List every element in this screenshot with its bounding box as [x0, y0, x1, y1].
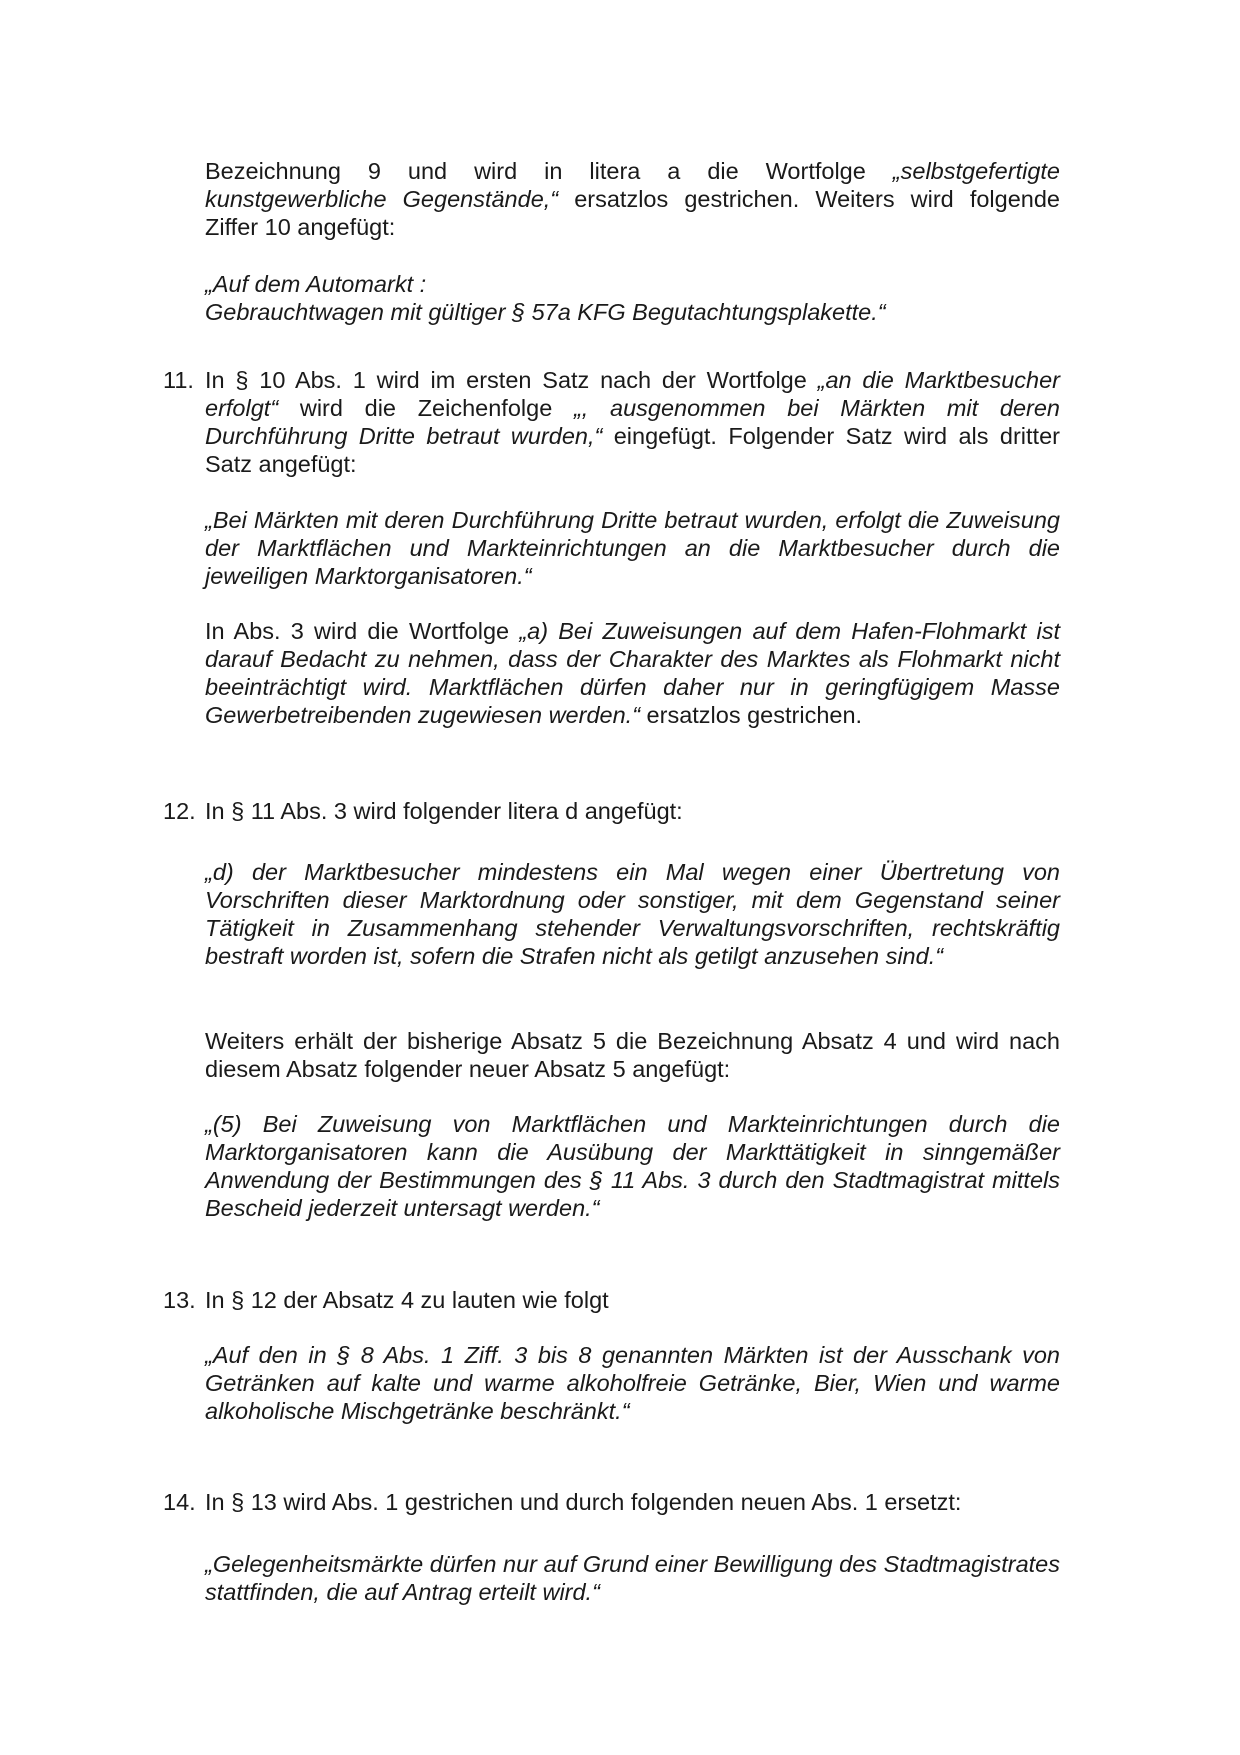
item-number-14: 14.	[163, 1489, 196, 1515]
item-number-13: 13.	[163, 1287, 196, 1313]
item-12-quote: „d) der Marktbesucher mindestens ein Mal wegen einer Übertretung von Vorschriften dieser Marktordnung oder sonstiger, mit dem Gegenstand seiner Tätigkeit in Zusammenhang stehender Verwaltungsvorschriften, rechtskräftig bestraft worden ist, sofern die Strafen nicht als getilgt anzusehen sind.“	[205, 859, 1060, 969]
item-13-quote: „Auf den in § 8 Abs. 1 Ziff. 3 bis 8 genannten Märkten ist der Ausschank von Getränken auf kalte und warme alkoholfreie Getränke, Bier, Wien und warme alkoholische Mischgetränke beschränkt.“	[205, 1342, 1060, 1424]
item-11-lead-quoted-1: „an die Marktbesucher erfolgt“	[205, 367, 1060, 421]
intro-text-end: ersatzlos gestrichen. Weiters wird folgende Ziffer 10 angefügt:	[205, 186, 1060, 240]
item-number-11: 11.	[163, 367, 194, 393]
item-11-lead-quoted-2: „, ausgenommen bei Märkten mit deren Durchführung Dritte betraut wurden,“	[205, 395, 1060, 449]
item-14-lead: In § 13 wird Abs. 1 gestrichen und durch folgenden neuen Abs. 1 ersetzt:	[205, 1489, 962, 1515]
item-11-quote: „Bei Märkten mit deren Durchführung Dritte betraut wurden, erfolgt die Zuweisung der Marktflächen und Markteinrichtungen an die Marktbesucher durch die jeweiligen Marktorganisatoren.“	[205, 507, 1060, 589]
item-11-lead-text-3: eingefügt. Folgender Satz wird als dritter Satz angefügt:	[205, 423, 1060, 477]
item-13-lead: In § 12 der Absatz 4 zu lauten wie folgt	[205, 1287, 609, 1313]
item-11-lead-text: In § 10 Abs. 1 wird im ersten Satz nach der Wortfolge	[205, 367, 818, 393]
item-11-follow-text: In Abs. 3 wird die Wortfolge	[205, 618, 520, 644]
item-11-follow-text-end: ersatzlos gestrichen.	[640, 702, 863, 728]
automarkt-quote	[205, 270, 1060, 326]
item-14-quote: „Gelegenheitsmärkte dürfen nur auf Grund einer Bewilligung des Stadtmagistrates stattfinden, die auf Antrag erteilt wird.“	[205, 1551, 1060, 1605]
automarkt-quote-line-1: „Auf dem Automarkt :	[205, 271, 427, 297]
intro-paragraph	[205, 157, 1060, 241]
item-11-follow-quoted: „a) Bei Zuweisungen auf dem Hafen-Flohmarkt ist darauf Bedacht zu nehmen, dass der Charakter des Marktes als Flohmarkt nicht beeinträchtigt wird. Marktflächen dürfen daher nur in geringfügigem Masse Gewerbetreibenden zugewiesen werden.“	[205, 618, 1060, 728]
item-11-follow	[205, 617, 1060, 729]
intro-text: Bezeichnung 9 und wird in litera a die Wortfolge	[205, 158, 893, 184]
item-12-follow: Weiters erhält der bisherige Absatz 5 die Bezeichnung Absatz 4 und wird nach diesem Absatz folgender neuer Absatz 5 angefügt:	[205, 1028, 1060, 1082]
item-11-lead-text-2: wird die Zeichenfolge	[278, 395, 574, 421]
item-12-lead: In § 11 Abs. 3 wird folgender litera d angefügt:	[205, 798, 683, 824]
automarkt-quote-line-2: Gebrauchtwagen mit gültiger § 57a KFG Begutachtungsplakette.“	[205, 299, 886, 325]
item-number-12: 12.	[163, 798, 196, 824]
item-11-lead	[205, 366, 1060, 478]
intro-quoted-phrase: „selbstgefertigte kunstgewerbliche Gegenstände,“	[205, 158, 1060, 212]
item-12-quote-absatz-5: „(5) Bei Zuweisung von Marktflächen und Markteinrichtungen durch die Marktorganisatoren kann die Ausübung der Markttätigkeit in sinngemäßer Anwendung der Bestimmungen des § 11 Abs. 3 durch den Stadtmagistrat mittels Bescheid jederzeit untersagt werden.“	[205, 1111, 1060, 1221]
